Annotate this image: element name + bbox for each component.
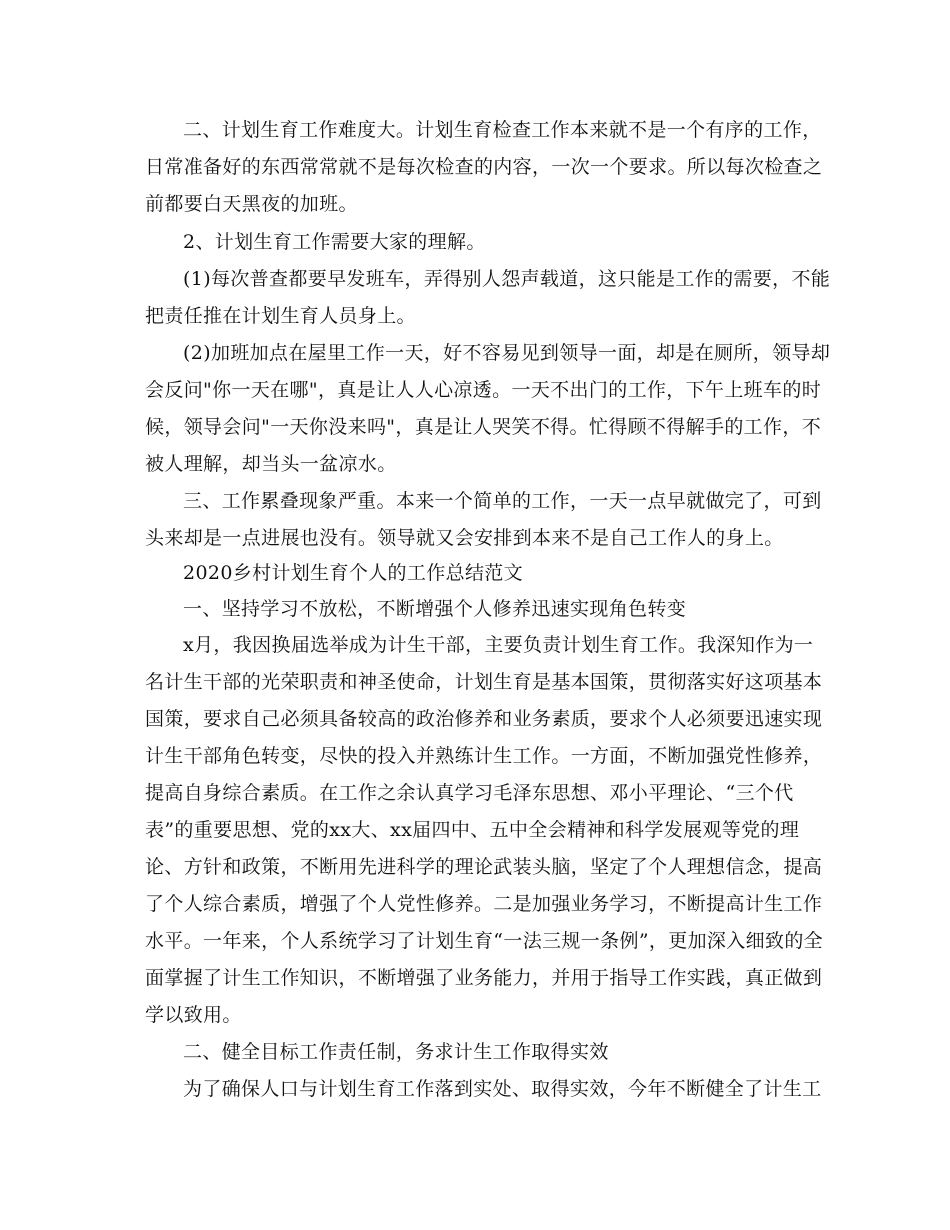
paragraph-line: (1)每次普查都要早发班车，弄得别人怨声载道，这只能是工作的需要，不能: [183, 268, 831, 290]
paragraph-line: x月，我因换届选举成为计生干部，主要负责计划生育工作。我深知作为一: [183, 634, 814, 656]
paragraph-line: 候，领导会问"一天你没来吗"，真是让人哭笑不得。忙得顾不得解手的工作，不: [145, 416, 822, 438]
paragraph-line: 水平。一年来，个人系统学习了计划生育“一法三规一条例”，更加深入细致的全: [145, 930, 824, 952]
paragraph-line: 二、计划生育工作难度大。计划生育检查工作本来就不是一个有序的工作，: [183, 119, 822, 141]
paragraph-line: 日常准备好的东西常常就不是每次检查的内容，一次一个要求。所以每次检查之: [145, 156, 823, 178]
paragraph-line: 表”的重要思想、党的xx大、xx届四中、五中全会精神和科学发展观等党的理: [145, 819, 800, 841]
section-heading: 一、坚持学习不放松，不断增强个人修养迅速实现角色转变: [183, 598, 687, 620]
paragraph-line: 会反问"你一天在哪"，真是让人人心凉透。一天不出门的工作，下午上班车的时: [145, 379, 822, 401]
paragraph-line: 学以致用。: [145, 1004, 242, 1026]
paragraph-line: (2)加班加点在屋里工作一天，好不容易见到领导一面，却是在厕所，领导却: [183, 342, 831, 364]
paragraph-line: 国策，要求自己必须具备较高的政治修养和业务素质，要求个人必须要迅速实现: [145, 708, 823, 730]
paragraph-line: 把责任推在计划生育人员身上。: [145, 305, 416, 327]
paragraph-line: 了个人综合素质，增强了个人党性修养。二是加强业务学习，不断提高计生工作: [145, 893, 823, 915]
paragraph-line: 三、工作累叠现象严重。本来一个简单的工作，一天一点早就做完了，可到: [183, 490, 822, 512]
paragraph-line: 面掌握了计生工作知识，不断增强了业务能力，并用于指导工作实践，真正做到: [145, 967, 823, 989]
paragraph-line: 被人理解，却当头一盆凉水。: [145, 453, 397, 475]
paragraph-line: 为了确保人口与计划生育工作落到实处、取得实效，今年不断健全了计生工: [183, 1078, 822, 1100]
section-title: 2020乡村计划生育个人的工作总结范文: [183, 562, 524, 584]
paragraph-line: 2、计划生育工作需要大家的理解。: [183, 231, 486, 253]
paragraph-line: 名计生干部的光荣职责和神圣使命，计划生育是基本国策，贯彻落实好这项基本: [145, 671, 823, 693]
paragraph-line: 计生干部角色转变，尽快的投入并熟练计生工作。一方面，不断加强党性修养，: [145, 745, 823, 767]
paragraph-line: 头来却是一点进展也没有。领导就又会安排到本来不是自己工作人的身上。: [145, 527, 784, 549]
paragraph-line: 提高自身综合素质。在工作之余认真学习毛泽东思想、邓小平理论、“三个代: [145, 782, 794, 804]
paragraph-line: 前都要白天黑夜的加班。: [145, 193, 358, 215]
section-heading: 二、健全目标工作责任制，务求计生工作取得实效: [183, 1041, 609, 1063]
paragraph-line: 论、方针和政策，不断用先进科学的理论武装头脑，坚定了个人理想信念，提高: [145, 856, 823, 878]
